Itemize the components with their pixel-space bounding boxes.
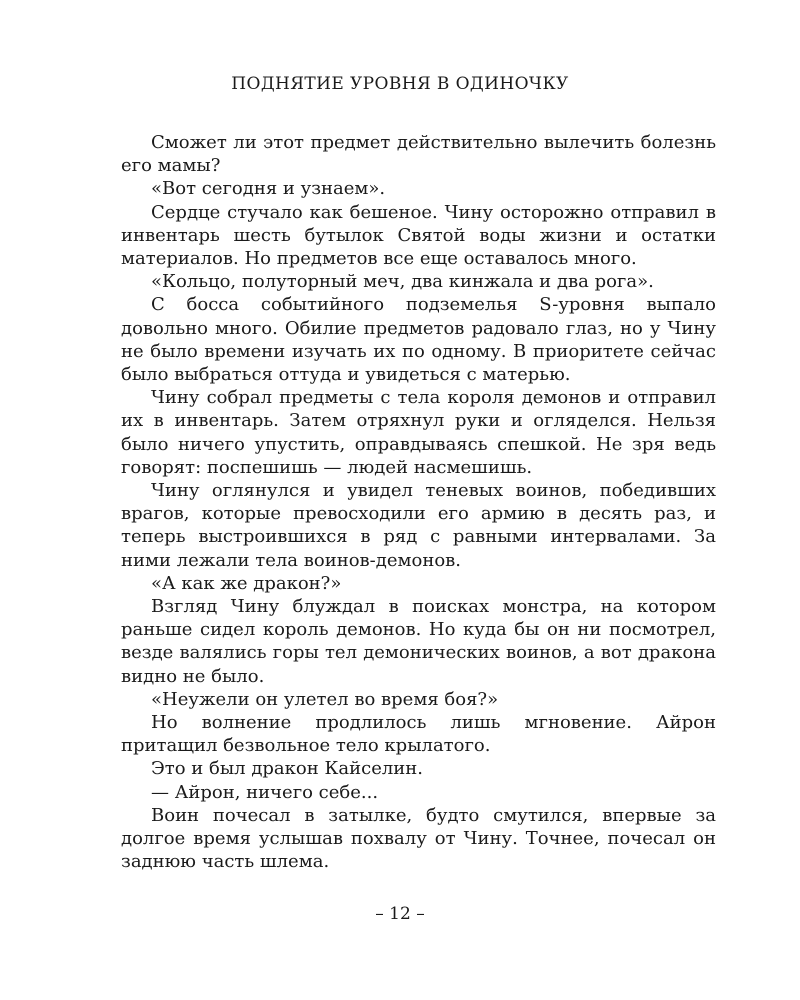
- body-text: [121, 131, 716, 874]
- paragraph: «Вот сегодня и узнаем».: [151, 178, 386, 200]
- paragraph: Это и был дракон Кайселин.: [151, 758, 424, 780]
- paragraph: Сможет ли этот предмет действительно вылечить болезнь его мамы?: [121, 132, 716, 177]
- paragraph: «Кольцо, полуторный меч, два кинжала и два рога».: [151, 271, 654, 293]
- running-title: ПОДНЯТИЕ УРОВНЯ В ОДИНОЧКУ: [231, 74, 569, 94]
- paragraph: С босса событийного подземелья S-уровня выпало довольно много. Обилие предметов радовало глаз, но у Чину не было времени изучать их по одному. В приоритете сейчас было выбраться оттуда и увидеться с матерью.: [121, 294, 716, 386]
- paragraph: Но волнение продлилось лишь мгновение. Айрон притащил безвольное тело крылатого.: [121, 712, 716, 757]
- paragraph: Чину оглянулся и увидел теневых воинов, победивших врагов, которые превосходили его армию в десять раз, и теперь выстроившихся в ряд с равными интервалами. За ними лежали тела воинов-демонов.: [121, 480, 716, 571]
- paragraph: — Айрон, ничего себе...: [151, 781, 379, 803]
- paragraph: Сердце стучало как бешеное. Чину осторожно отправил в инвентарь шесть бутылок Святой воды жизни и остатки материалов. Но предметов все еще оставалось много.: [121, 201, 716, 270]
- paragraph: «Неужели он улетел во время боя?»: [151, 688, 499, 710]
- paragraph: «А как же дракон?»: [151, 572, 342, 594]
- paragraph: Воин почесал в затылке, будто смутился, впервые за долгое время услышав похвалу от Чину. Точнее, почесал он заднюю часть шлема.: [121, 804, 716, 873]
- paragraph: Чину собрал предметы с тела короля демонов и отправил их в инвентарь. Затем отряхнул руки и огляделся. Нельзя было ничего упустить, оправдываясь спешкой. Не зря ведь говорят: поспешишь — людей насмешишь.: [121, 387, 716, 478]
- paragraph: Взгляд Чину блуждал в поисках монстра, на котором раньше сидел король демонов. Но куда бы он ни посмотрел, везде валялись горы тел демонических воинов, а вот дракона видно не было.: [121, 596, 716, 687]
- page-number: – 12 –: [375, 904, 425, 924]
